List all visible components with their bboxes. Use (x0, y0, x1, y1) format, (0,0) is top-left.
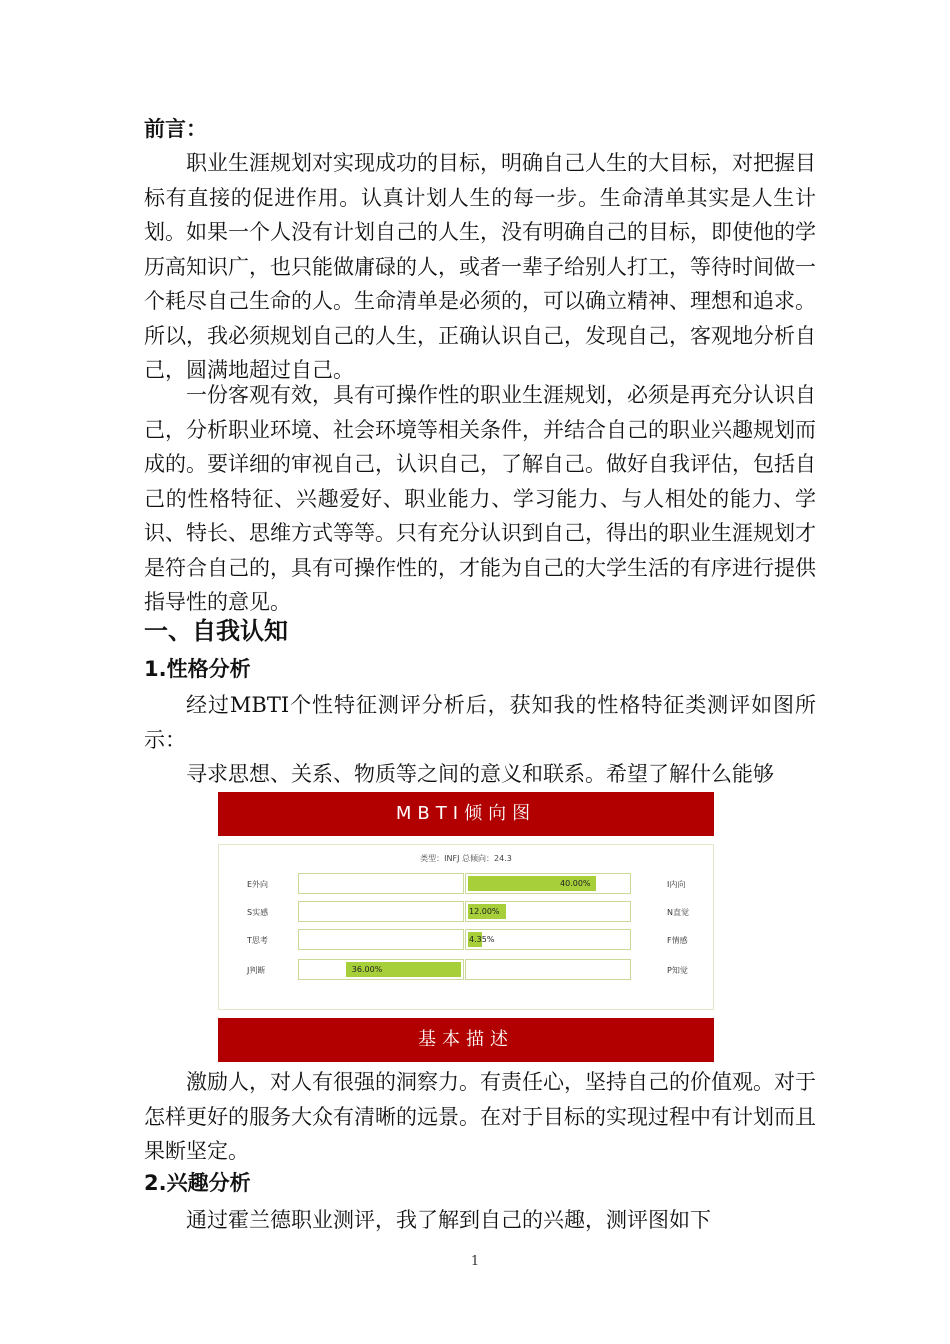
mbti-row (219, 901, 713, 923)
page-number: 1 (470, 1254, 480, 1269)
mbti-chart (218, 792, 714, 1062)
mbti-left-bar (298, 959, 464, 980)
mbti-bar-value-label: 36.00% (351, 965, 383, 974)
mbti-row (219, 929, 713, 951)
preface-paragraph-2: 一份客观有效，具有可操作性的职业生涯规划，必须是再充分认识自己，分析职业环境、社会环境等相关条件，并结合自己的职业兴趣规划而成的。要详细的审视自己，认识自己，了解自己。做好自我评估，包括自己的性格特征、兴趣爱好、职业能力、学习能力、与人相处的能力、学识、特长、思维方式等等。只有充分认识到自己，得出的职业生涯规划才是符合自己的，具有可操作性的，才能为自己的大学生活的有序进行提供指导性的意见。 (144, 383, 816, 614)
personality-paragraph-3: 激励人，对人有很强的洞察力。有责任心，坚持自己的价值观。对于怎样更好的服务大众有清晰的远景。在对于目标的实现过程中有计划而且果断坚定。 (144, 1070, 816, 1163)
personality-paragraph-1: 经过MBTI个性特征测评分析后，获知我的性格特征类测评如图所示： (144, 693, 816, 752)
mbti-right-label: I内向 (667, 880, 686, 889)
subsection-heading-interest: 2.兴趣分析 (144, 1171, 251, 1195)
mbti-right-label: N直觉 (667, 908, 689, 917)
mbti-type-line: 类型：INFJ 总倾向：24.3 (420, 854, 512, 863)
mbti-right-label: F情感 (667, 936, 688, 945)
mbti-left-bar (298, 901, 464, 922)
personality-paragraph-2: 寻求思想、关系、物质等之间的意义和联系。希望了解什么能够 (186, 762, 774, 786)
mbti-row (219, 873, 713, 895)
mbti-bar-value-label: 40.00% (560, 879, 591, 888)
mbti-bar-value-label: 4.35% (469, 935, 495, 944)
mbti-row (219, 959, 713, 981)
mbti-right-bar (465, 873, 631, 894)
subsection-heading-personality: 1.性格分析 (144, 657, 251, 681)
mbti-left-label: T思考 (247, 936, 268, 945)
mbti-chart-title: MBTI倾向图 (218, 792, 714, 836)
mbti-right-label: P知觉 (667, 966, 688, 975)
mbti-left-bar (298, 873, 464, 894)
mbti-bar-value-label: 12.00% (469, 907, 500, 916)
mbti-left-bar (298, 929, 464, 950)
preface-paragraph-1: 职业生涯规划对实现成功的目标，明确自己人生的大目标，对把握目标有直接的促进作用。认真计划人生的每一步。生命清单其实是人生计划。如果一个人没有计划自己的人生，没有明确自己的目标，即使他的学历高知识广，也只能做庸碌的人，或者一辈子给别人打工，等待时间做一个耗尽自己生命的人。生命清单是必须的，可以确立精神、理想和追求。所以，我必须规划自己的人生，正确认识自己，发现自己，客观地分析自己，圆满地超过自己。 (144, 151, 816, 382)
preface-heading: 前言： (144, 116, 207, 141)
section-heading-self-cognition: 一、自我认知 (144, 617, 288, 645)
mbti-right-bar (465, 959, 631, 980)
mbti-left-label: J判断 (247, 966, 266, 975)
mbti-left-label: E外向 (247, 880, 269, 889)
interest-paragraph-1: 通过霍兰德职业测评，我了解到自己的兴趣，测评图如下 (186, 1208, 711, 1232)
mbti-right-bar (465, 929, 631, 950)
mbti-right-bar (465, 901, 631, 922)
mbti-left-label: S实感 (247, 908, 269, 917)
mbti-chart-plot (218, 844, 714, 1010)
basic-description-banner: 基本描述 (218, 1018, 714, 1062)
